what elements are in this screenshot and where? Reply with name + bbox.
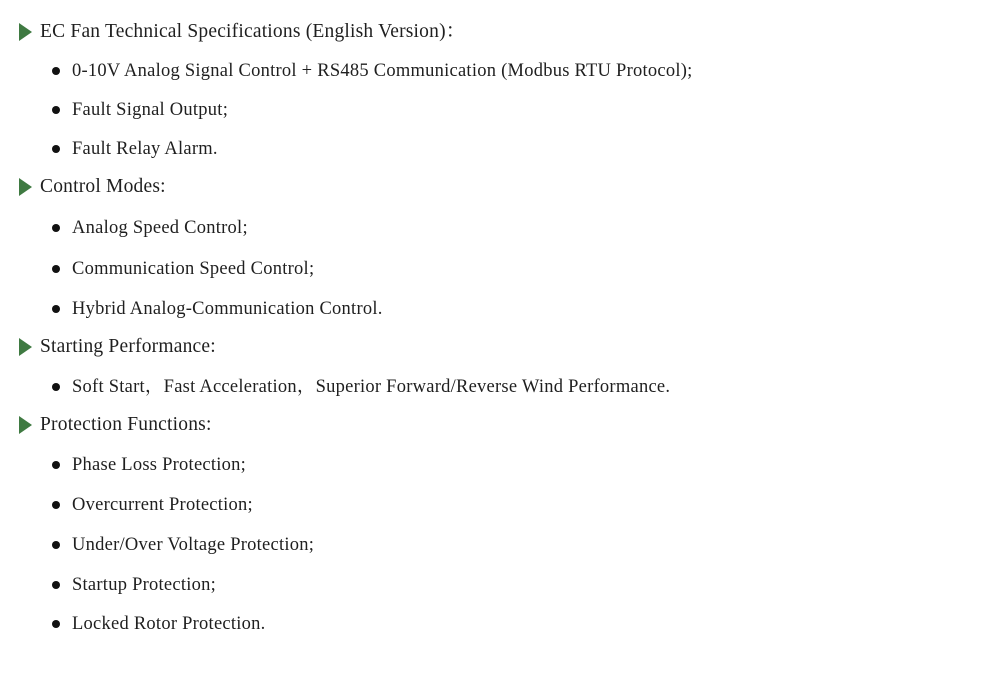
dot-bullet-icon [10,452,72,469]
dot-bullet-icon [10,572,72,589]
section-heading-text: Protection Functions: [40,414,212,436]
section-heading-row [10,333,972,361]
list-item [10,58,972,86]
section-protection-functions [10,411,972,639]
section-control-modes [10,173,972,325]
list-item-text: Hybrid Analog-Communication Control. [72,299,383,320]
section-heading-text: Starting Performance: [40,336,216,358]
section-heading-text: EC Fan Technical Specifications (English Version)： [40,21,466,42]
list-item-text: Overcurrent Protection; [72,495,253,516]
list-item [10,452,972,480]
section-heading-row [10,173,972,201]
section-heading-text: Control Modes: [40,175,166,197]
list-item-text: Under/Over Voltage Protection; [72,534,315,555]
section-ec-fan-specifications [10,18,972,164]
list-item [10,532,972,560]
triangle-bullet-icon [10,18,40,41]
list-item-text: Locked Rotor Protection. [72,614,266,635]
list-item-text: Fault Signal Output; [72,100,229,121]
dot-bullet-icon [10,492,72,509]
dot-bullet-icon [10,97,72,114]
list-item [10,97,972,125]
list-item [10,215,972,243]
section-heading-row [10,411,972,439]
list-item-text: Communication Speed Control; [72,258,315,279]
dot-bullet-icon [10,532,72,549]
list-item-text: Soft Start，Fast Acceleration，Superior Forward/Reverse Wind Performance. [72,377,671,398]
list-item [10,374,972,402]
dot-bullet-icon [10,215,72,232]
list-item [10,256,972,284]
list-item-text: 0-10V Analog Signal Control + RS485 Communication (Modbus RTU Protocol); [72,61,693,82]
list-item-text: Phase Loss Protection; [72,455,247,476]
list-item [10,611,972,639]
section-starting-performance [10,333,972,402]
dot-bullet-icon [10,611,72,628]
triangle-bullet-icon [10,173,40,196]
list-item [10,296,972,324]
dot-bullet-icon [10,374,72,391]
list-item-text: Startup Protection; [72,574,216,595]
section-heading-row [10,18,972,46]
list-item [10,136,972,164]
triangle-bullet-icon [10,333,40,356]
dot-bullet-icon [10,136,72,153]
list-item-text: Fault Relay Alarm. [72,138,218,159]
dot-bullet-icon [10,296,72,313]
list-item [10,572,972,600]
dot-bullet-icon [10,58,72,75]
dot-bullet-icon [10,256,72,273]
list-item-text: Analog Speed Control; [72,217,248,238]
list-item [10,492,972,520]
triangle-bullet-icon [10,411,40,434]
